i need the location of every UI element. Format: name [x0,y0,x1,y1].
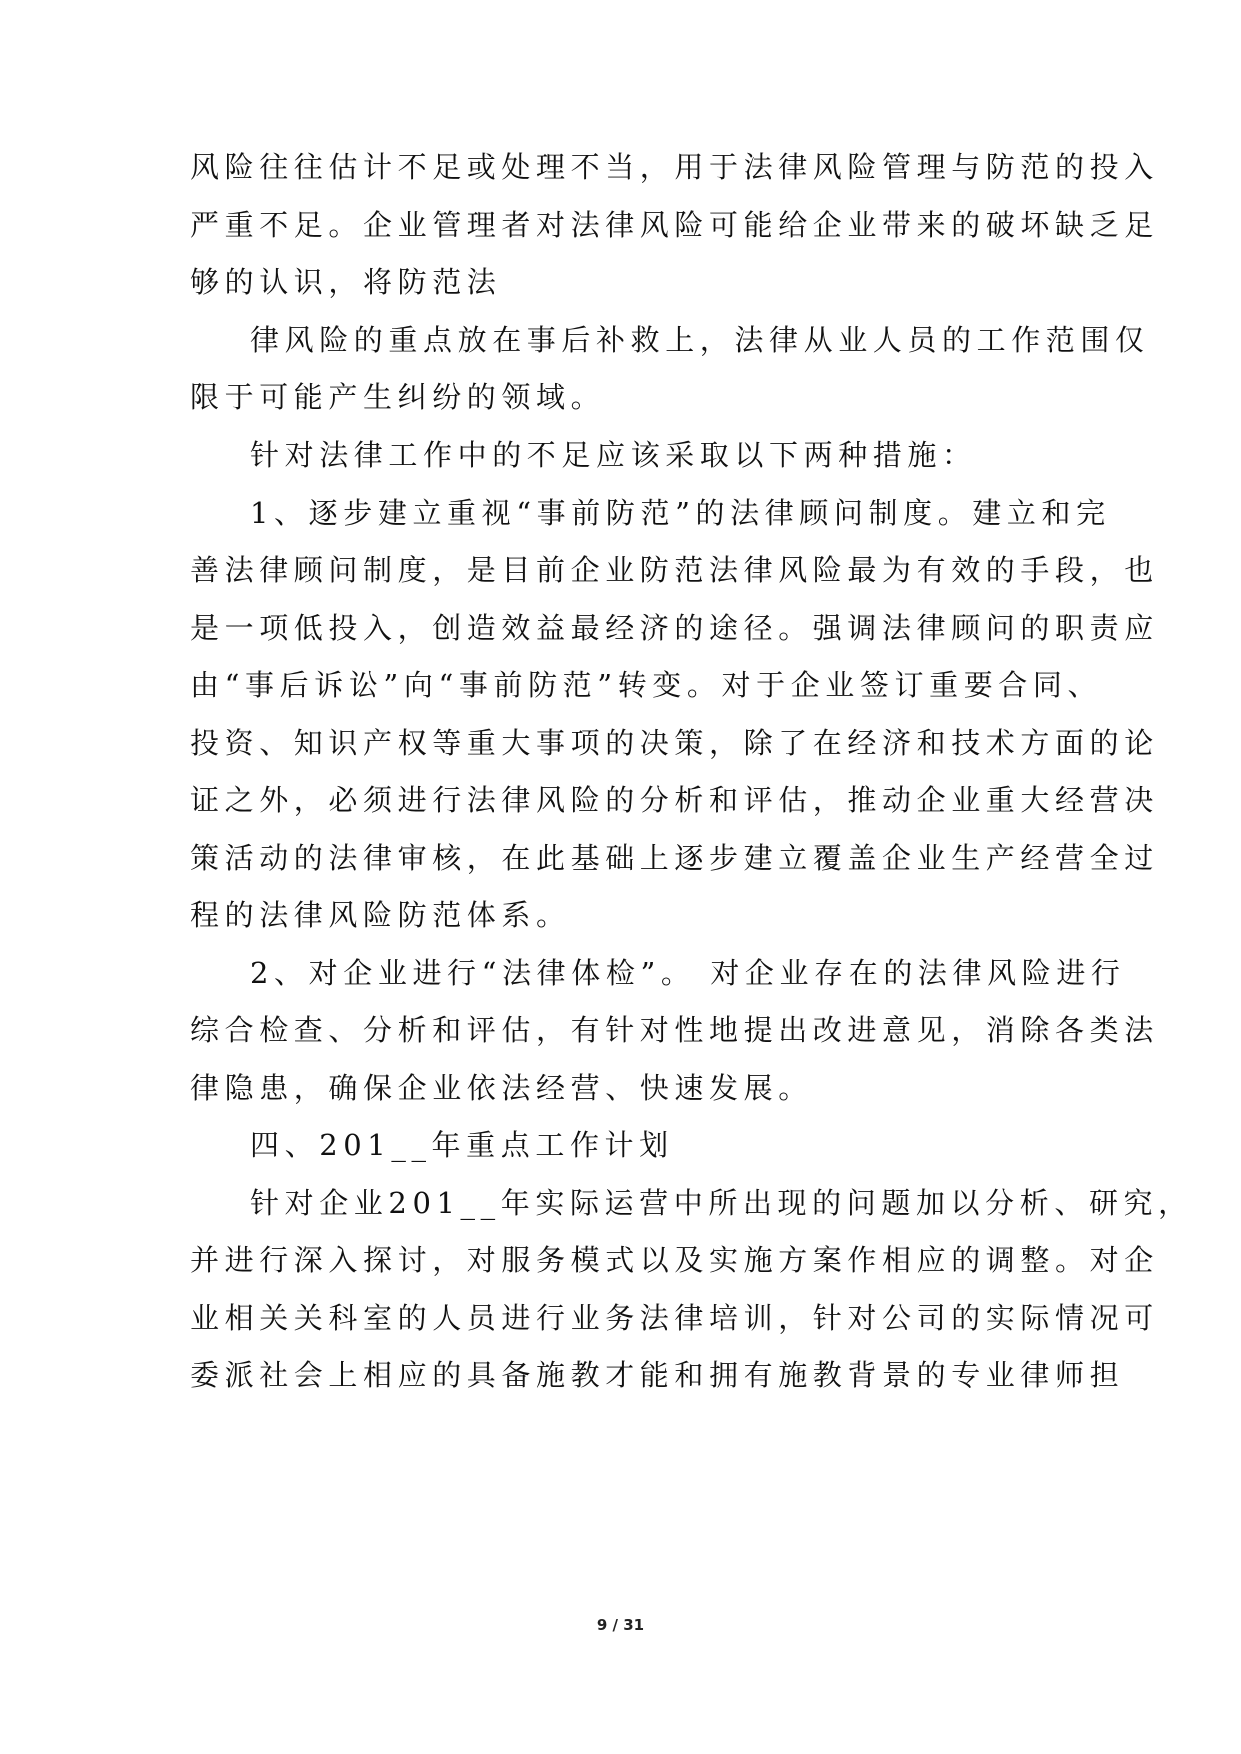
paragraph-start-line: 律风险的重点放在事后补救上，法律从业人员的工作范围仅 [250,323,1150,357]
text-line: 是一项低投入，创造效益最经济的途径。强调法律顾问的职责应 [190,611,1159,645]
paragraph-start-line: 2、对企业进行“法律体检”。 对企业存在的法律风险进行 [250,956,1126,990]
text-line: 委派社会上相应的具备施教才能和拥有施教背景的专业律师担 [190,1358,1125,1392]
text-line: 策活动的法律审核，在此基础上逐步建立覆盖企业生产经营全过 [190,841,1159,875]
text-line: 善法律顾问制度，是目前企业防范法律风险最为有效的手段，也 [190,553,1159,587]
text-line: 够的认识，将防范法 [190,265,502,299]
paragraph-start-line: 针对法律工作中的不足应该采取以下两种措施： [250,438,977,472]
text-line: 证之外，必须进行法律风险的分析和评估，推动企业重大经营决 [190,783,1159,817]
section-heading: 四、201__年重点工作计划 [250,1128,674,1162]
text-line: 并进行深入探讨，对服务模式以及实施方案作相应的调整。对企 [190,1243,1159,1277]
text-line: 风险往往估计不足或处理不当，用于法律风险管理与防范的投入 [190,150,1159,184]
text-line: 投资、知识产权等重大事项的决策，除了在经济和技术方面的论 [190,726,1159,760]
text-line: 律隐患，确保企业依法经营、快速发展。 [190,1071,813,1105]
text-line: 由“事后诉讼”向“事前防范”转变。对于企业签订重要合同、 [190,668,1103,702]
text-line: 业相关关科室的人员进行业务法律培训，针对公司的实际情况可 [190,1301,1159,1335]
paragraph-start-line: 针对企业201__年实际运营中所出现的问题加以分析、研究， [250,1186,1193,1220]
text-line: 限于可能产生纠纷的领域。 [190,380,606,414]
text-line: 程的法律风险防范体系。 [190,898,571,932]
paragraph-start-line: 1、逐步建立重视“事前防范”的法律顾问制度。建立和完 [250,496,1111,530]
text-line: 严重不足。企业管理者对法律风险可能给企业带来的破坏缺乏足 [190,208,1159,242]
page-number: 9 / 31 [596,1616,645,1634]
text-line: 综合检查、分析和评估，有针对性地提出改进意见，消除各类法 [190,1013,1159,1047]
